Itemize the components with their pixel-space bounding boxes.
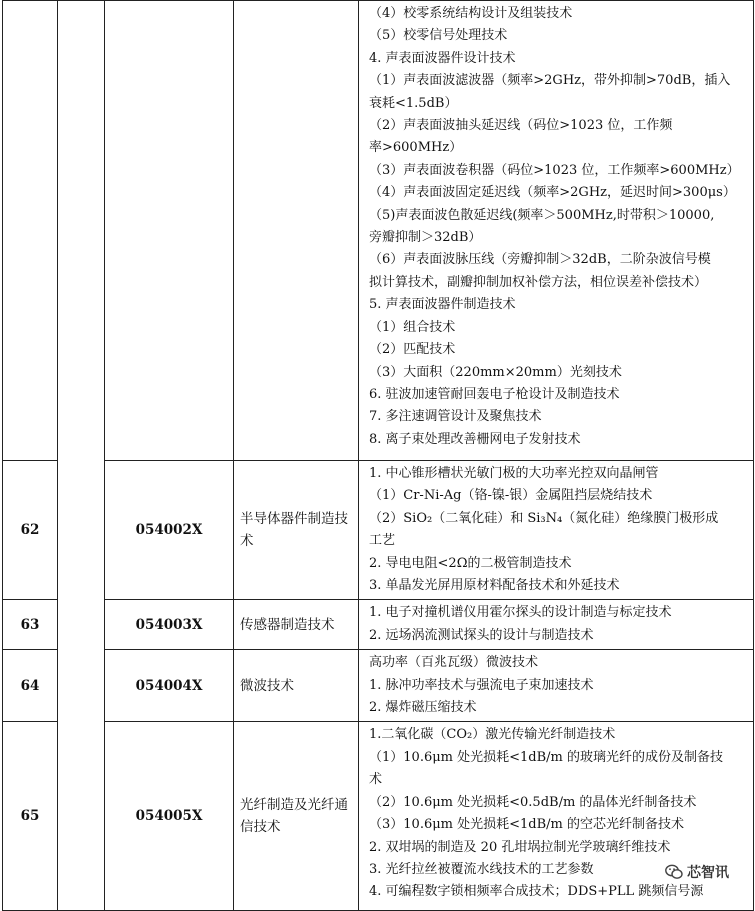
row-content [359, 461, 754, 600]
content-line: 6. 驻波加速管耐回轰电子枪设计及制造技术 [369, 386, 620, 402]
row-name: 光纤制造及光纤通信技术 [234, 722, 359, 911]
content-line: 3. 光纤拉丝被覆流水线技术的工艺参数 [369, 861, 594, 877]
content-line: （1）10.6μm 处光损耗<1dB/m 的玻璃光纤的成份及制备技 [369, 749, 724, 765]
content-line: 8. 离子束处理改善栅网电子发射技术 [369, 431, 581, 447]
content-line: （2）声表面波抽头延迟线（码位>1023 位，工作频 [369, 118, 673, 134]
row-content [359, 1, 754, 461]
content-line: 4. 可编程数字锁相频率合成技术；DDS+PLL 跳频信号源 [369, 884, 704, 900]
content-line: 衰耗<1.5dB） [369, 95, 458, 111]
content-line: 术 [369, 772, 383, 788]
table-row [3, 600, 754, 650]
content-line: 工艺 [369, 533, 396, 549]
row-name [234, 1, 359, 461]
content-line: 1.二氧化碳（CO₂）激光传输光纤制造技术 [369, 727, 616, 743]
row-content [359, 650, 754, 722]
content-line: （3）声表面波卷积器（码位>1023 位，工作频率>600MHz） [369, 162, 740, 178]
row-code: 054004X [105, 650, 234, 722]
content-line: （4）声表面波固定延迟线（频率>2GHz，延迟时间>300μs） [369, 185, 736, 201]
content-line: （6）声表面波脉压线（旁瓣抑制＞32dB，二阶杂波信号模 [369, 252, 711, 268]
row-name: 传感器制造技术 [234, 600, 359, 650]
content-line: 旁瓣抑制＞32dB） [369, 230, 482, 246]
watermark-text: 芯智讯 [687, 865, 729, 881]
table-row [3, 722, 754, 911]
row-number: 65 [3, 722, 58, 911]
content-line: 2. 导电电阻<2Ω的二极管制造技术 [369, 555, 572, 571]
row-name: 微波技术 [234, 650, 359, 722]
row-number: 62 [3, 461, 58, 600]
content-line: 拟计算技术，副瓣抑制加权补偿方法，相位误差补偿技术） [369, 274, 708, 290]
content-line: 5. 声表面波器件制造技术 [369, 297, 516, 313]
content-line: 2. 远场涡流测试探头的设计与制造技术 [369, 627, 594, 643]
content-line: 2. 双坩埚的制造及 20 孔坩埚拉制光学玻璃纤维技术 [369, 839, 671, 855]
row-code: 054002X [105, 461, 234, 600]
content-line: （3）10.6μm 处光损耗<1dB/m 的空芯光纤制备技术 [369, 817, 685, 833]
content-line: 1. 脉冲功率技术与强流电子束加速技术 [369, 677, 594, 693]
content-line: （2）匹配技术 [369, 342, 456, 358]
content-line: 7. 多注速调管设计及聚焦技术 [369, 409, 542, 425]
content-line: （1）声表面波滤波器（频率>2GHz，带外抑制>70dB，插入 [369, 73, 731, 89]
content-line: （4）校零系统结构设计及组装技术 [369, 6, 573, 21]
content-line: 1. 电子对撞机谱仪用霍尔探头的设计制造与标定技术 [369, 605, 672, 621]
content-line: （1）Cr-Ni-Ag（铬-镍-银）金属阻挡层烧结技术 [369, 488, 653, 504]
watermark [661, 862, 733, 882]
wechat-icon [665, 864, 683, 880]
row-content [359, 600, 754, 650]
content-line: 率>600MHz） [369, 140, 463, 156]
content-line: （2）10.6μm 处光损耗<0.5dB/m 的晶体光纤制备技术 [369, 794, 697, 810]
category-column [58, 1, 105, 911]
table-row [3, 461, 754, 600]
content-line: 高功率（百兆瓦级）微波技术 [369, 655, 539, 671]
content-line: （5)声表面波色散延迟线(频率＞500MHz,时带积＞10000, [369, 207, 715, 223]
row-number: 64 [3, 650, 58, 722]
row-code: 054005X [105, 722, 234, 911]
row-code: 054003X [105, 600, 234, 650]
content-line: （3）大面积（220mm×20mm）光刻技术 [369, 364, 622, 380]
content-line: 1. 中心锥形槽状光敏门极的大功率光控双向晶闸管 [369, 466, 659, 481]
content-line: （2）SiO₂（二氧化硅）和 Si₃N₄（氮化硅）绝缘膜门极形成 [369, 510, 719, 526]
table-row [3, 1, 754, 461]
content-line: 2. 爆炸磁压缩技术 [369, 700, 477, 716]
content-line: 3. 单晶发光屏用原材料配备技术和外延技术 [369, 578, 620, 594]
row-number: 63 [3, 600, 58, 650]
content-line: （1）组合技术 [369, 319, 456, 335]
row-code [105, 1, 234, 461]
row-content [359, 722, 754, 911]
technology-table [2, 0, 754, 911]
content-line: （5）校零信号处理技术 [369, 28, 508, 44]
row-number [3, 1, 58, 461]
table-row [3, 650, 754, 722]
content-line: 4. 声表面波器件设计技术 [369, 50, 516, 66]
row-name: 半导体器件制造技术 [234, 461, 359, 600]
